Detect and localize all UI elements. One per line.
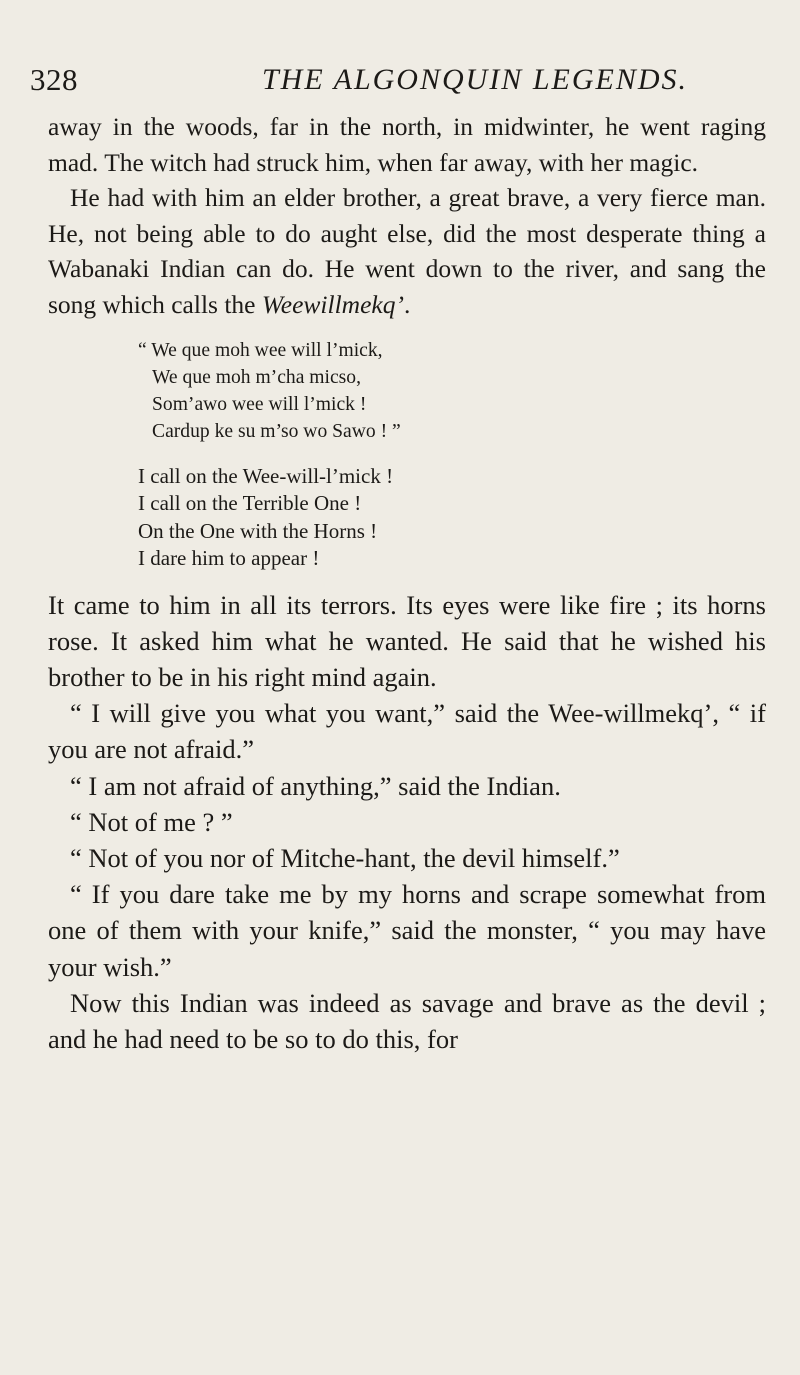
dialogue-paragraph: “ Not of me ? ” <box>70 806 233 837</box>
translation-line: I call on the Terrible One ! <box>138 491 362 516</box>
dialogue-paragraph: “ I will give you what you want,” said the Wee-willmekq’, “ if you are not afraid.” <box>48 698 766 765</box>
paragraph-1: away in the woods, far in the north, in midwinter, he went raging mad. The witch had struck him, when far away, with her magic. <box>48 112 766 177</box>
paragraph-2-end: . <box>403 289 411 319</box>
paragraph-2 <box>48 180 766 322</box>
dialogue-paragraph: “ If you dare take me by my horns and scrape somewhat from one of them with your knife,” said the monster, “ you may have your wish.” <box>48 879 766 982</box>
paragraph: It came to him in all its terrors. Its eyes were like fire ; its horns rose. It asked him what he wanted. He said that he wished his brother to be in his right mind again. <box>48 589 766 692</box>
verse-line: “ We que moh wee will l’mick, <box>138 339 383 361</box>
verse-line: We que moh m’cha micso, <box>152 366 361 388</box>
dialogue-paragraph: “ I am not afraid of anything,” said the Indian. <box>70 770 561 801</box>
page-header <box>0 62 800 102</box>
translation-line: I dare him to appear ! <box>138 546 320 571</box>
dialogue-paragraph: “ Not of you nor of Mitche-hant, the devil himself.” <box>70 842 620 873</box>
translation-line: I call on the Wee-will-l’mick ! <box>138 463 394 488</box>
verse-line: Som’awo wee will l’mick ! <box>152 393 367 415</box>
page-number: 328 <box>30 62 78 97</box>
translation-line: On the One with the Horns ! <box>138 518 378 543</box>
weewillmekq-name: Weewillmekq’ <box>261 289 404 319</box>
song-translation <box>138 463 766 573</box>
running-title: THE ALGONQUIN LEGENDS. <box>262 63 688 96</box>
narrative-continued <box>48 587 766 1058</box>
paragraph-2-text: He had with him an elder brother, a great brave, a very fierce man. He, not being able to do aught else, did the most desperate thing a Wabanaki Indian can do. He went down to the river, and sang the song which calls the <box>48 183 766 319</box>
body-text <box>48 109 766 1057</box>
paragraph: Now this Indian was indeed as savage and brave as the devil ; and he had need to be so to do this, for <box>48 987 766 1054</box>
song-verse <box>138 337 766 445</box>
verse-line: Cardup ke su m’so wo Sawo ! ” <box>152 420 401 442</box>
